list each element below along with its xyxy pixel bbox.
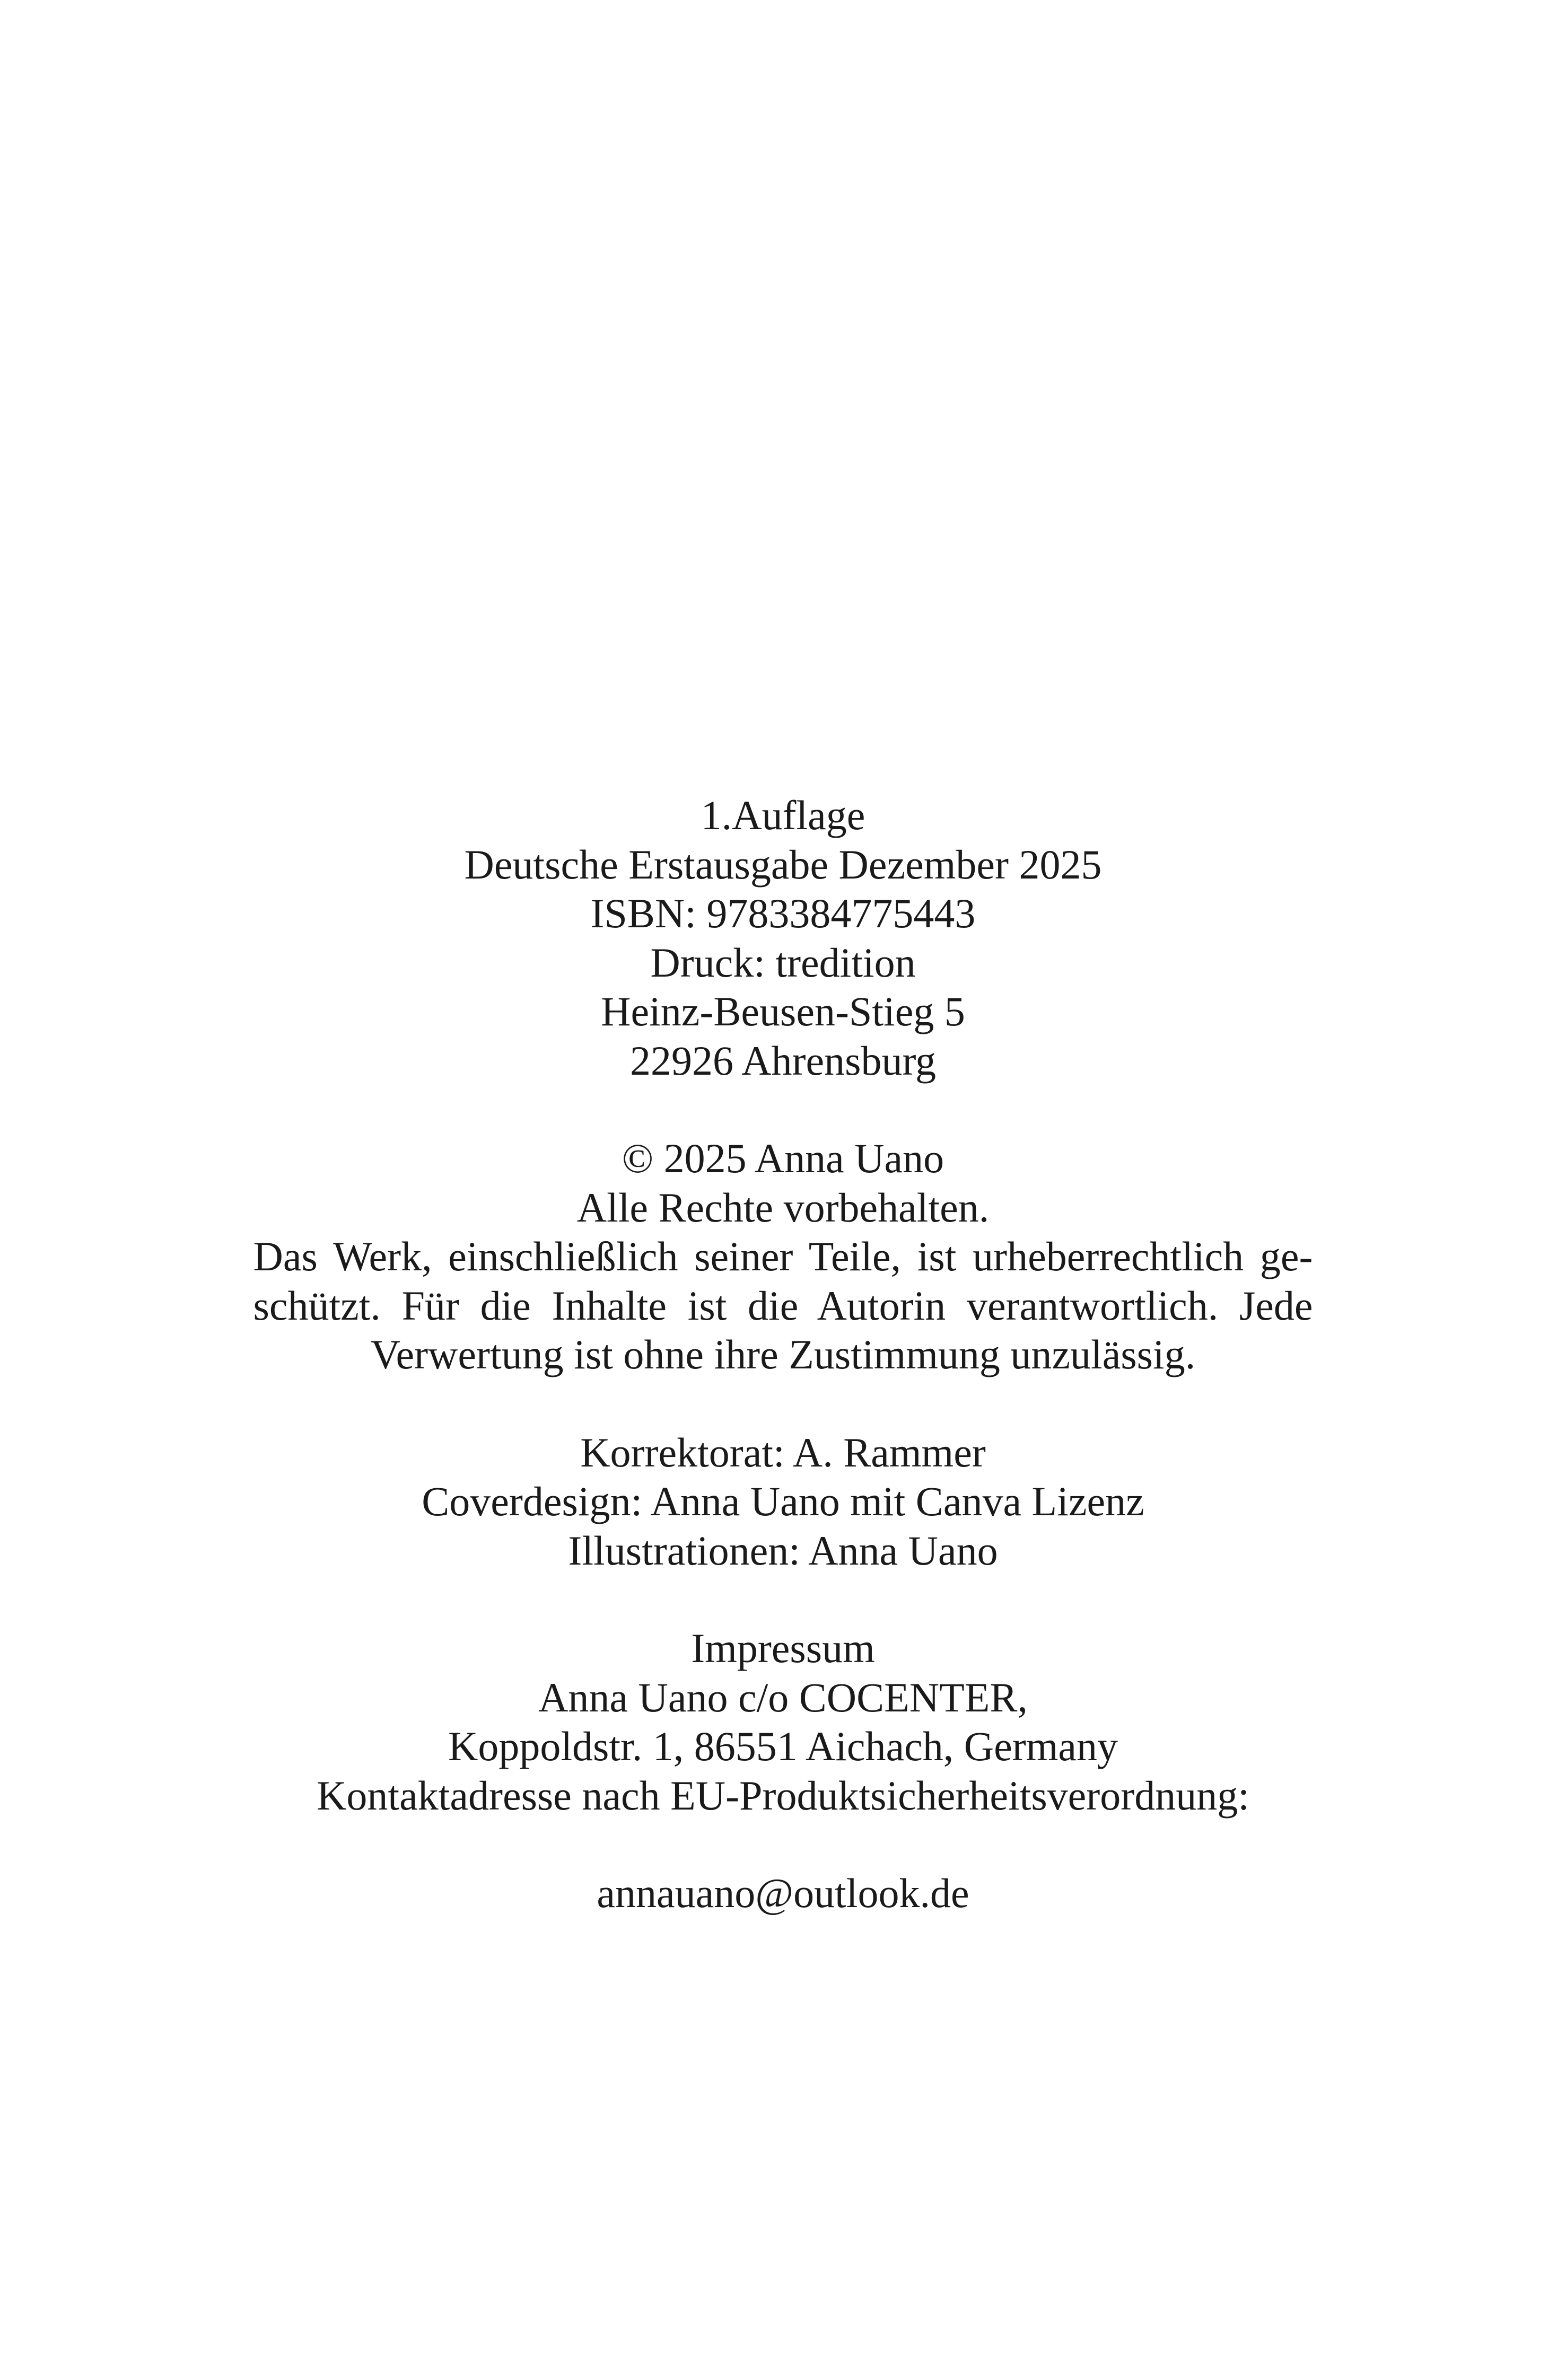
printer-line: Druck: tredition (650, 939, 916, 986)
proofreading-credit: Korrektorat: A. Rammer (580, 1429, 986, 1476)
edition-line: Deutsche Erstausgabe Dezember 2025 (464, 841, 1102, 888)
copyright-block (0, 1134, 1566, 1380)
impressum-address: Koppoldstr. 1, 86551 Aichach, Germany (448, 1723, 1118, 1769)
isbn-line: ISBN: 9783384775443 (590, 890, 976, 936)
copyright-notice: © 2025 Anna Uano (622, 1135, 944, 1181)
cover-design-credit: Coverdesign: Anna Uano mit Canva Lizenz (422, 1478, 1144, 1524)
edition-line: 1.Auflage (701, 792, 865, 838)
credits-block (0, 1428, 1566, 1576)
imprint-page (0, 791, 1566, 1918)
copyright-text (253, 1232, 1313, 1380)
impressum-block (0, 1624, 1566, 1820)
printer-city: 22926 Ahrensburg (629, 1037, 937, 1084)
illustrations-credit: Illustrationen: Anna Uano (568, 1527, 998, 1574)
edition-block (0, 791, 1566, 1085)
printer-street: Heinz-Beusen-Stieg 5 (601, 988, 965, 1034)
copyright-text-line: schützt. Für die Inhalte ist die Autorin verantwortlich. Jede (253, 1282, 1313, 1329)
impressum-heading: Impressum (691, 1625, 875, 1671)
contact-email: annauano@outlook.de (597, 1870, 969, 1916)
impressum-name: Anna Uano c/o COCENTER, (538, 1674, 1028, 1720)
copyright-text-line: Verwertung ist ohne ihre Zustimmung unzulässig. (370, 1331, 1196, 1377)
copyright-text-line: Das Werk, einschließlich seiner Teile, ist urheberrechtlich ge- (253, 1233, 1313, 1279)
rights-reserved: Alle Rechte vorbehalten. (576, 1184, 990, 1231)
impressum-contact-label: Kontaktadresse nach EU-Produktsicherheitsverordnung: (317, 1772, 1249, 1819)
email-block (0, 1869, 1566, 1918)
